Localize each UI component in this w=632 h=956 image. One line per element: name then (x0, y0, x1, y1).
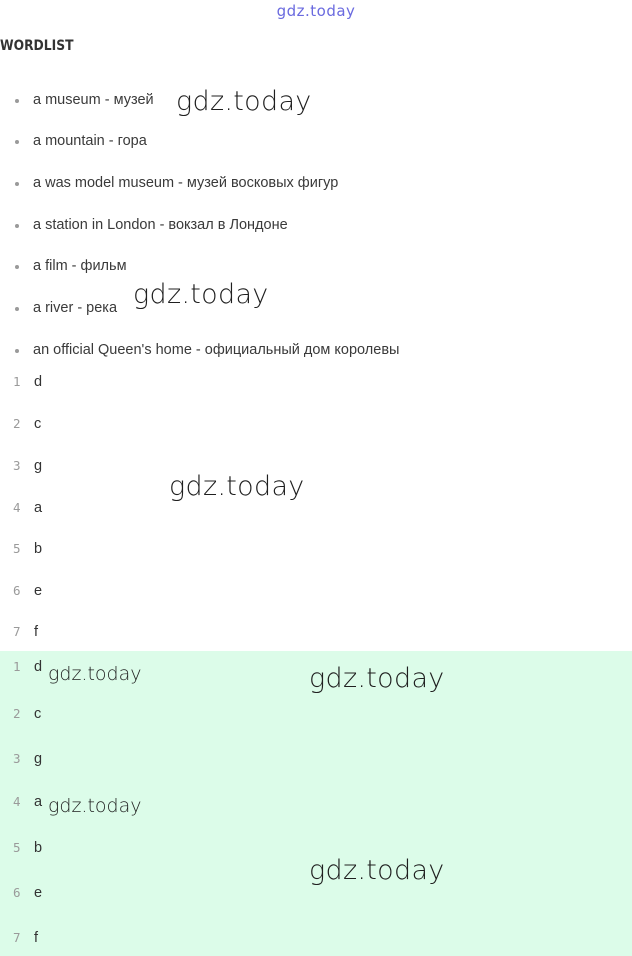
list-item: a museum - музей (0, 88, 632, 112)
answer-item: 5 b (13, 840, 43, 856)
bullet-icon (15, 224, 19, 228)
list-item: a was model museum - музей восковых фигур (0, 171, 632, 195)
matching-item: 3 g (13, 458, 43, 474)
watermark: gdz.today (48, 663, 142, 685)
bullet-icon (15, 99, 19, 103)
list-item: an official Queen's home - официальный дом королевы (0, 338, 632, 362)
list-item: a station in London - вокзал в Лондоне (0, 213, 632, 237)
list-item: a film - фильм (0, 254, 632, 278)
bullet-icon (15, 140, 19, 144)
list-item: a river - река (0, 296, 632, 320)
matching-item: 1 d (13, 374, 43, 390)
answer-item: 4 a (13, 794, 43, 810)
matching-item: 2 c (13, 416, 42, 432)
matching-item: 4 a (13, 500, 43, 516)
answer-item: 6 e (13, 885, 43, 901)
bullet-icon (15, 307, 19, 311)
matching-item: 6 e (13, 583, 43, 599)
answer-item: 3 g (13, 751, 43, 767)
answer-item: 7 f (13, 930, 39, 946)
answer-item: 1 d (13, 659, 43, 675)
wordlist-title: WORDLIST (0, 38, 74, 54)
list-item: a mountain - гора (0, 129, 632, 153)
matching-item: 7 f (13, 624, 39, 640)
bullet-icon (15, 265, 19, 269)
answer-item: 2 c (13, 706, 42, 722)
watermark: gdz.today (309, 855, 445, 886)
watermark: gdz.today (169, 471, 305, 502)
site-label[interactable]: gdz.today (276, 2, 356, 20)
watermark: gdz.today (133, 279, 269, 310)
watermark: gdz.today (48, 795, 142, 817)
watermark: gdz.today (309, 663, 445, 694)
bullet-icon (15, 349, 19, 353)
watermark: gdz.today (176, 86, 312, 117)
bullet-icon (15, 182, 19, 186)
matching-item: 5 b (13, 541, 43, 557)
